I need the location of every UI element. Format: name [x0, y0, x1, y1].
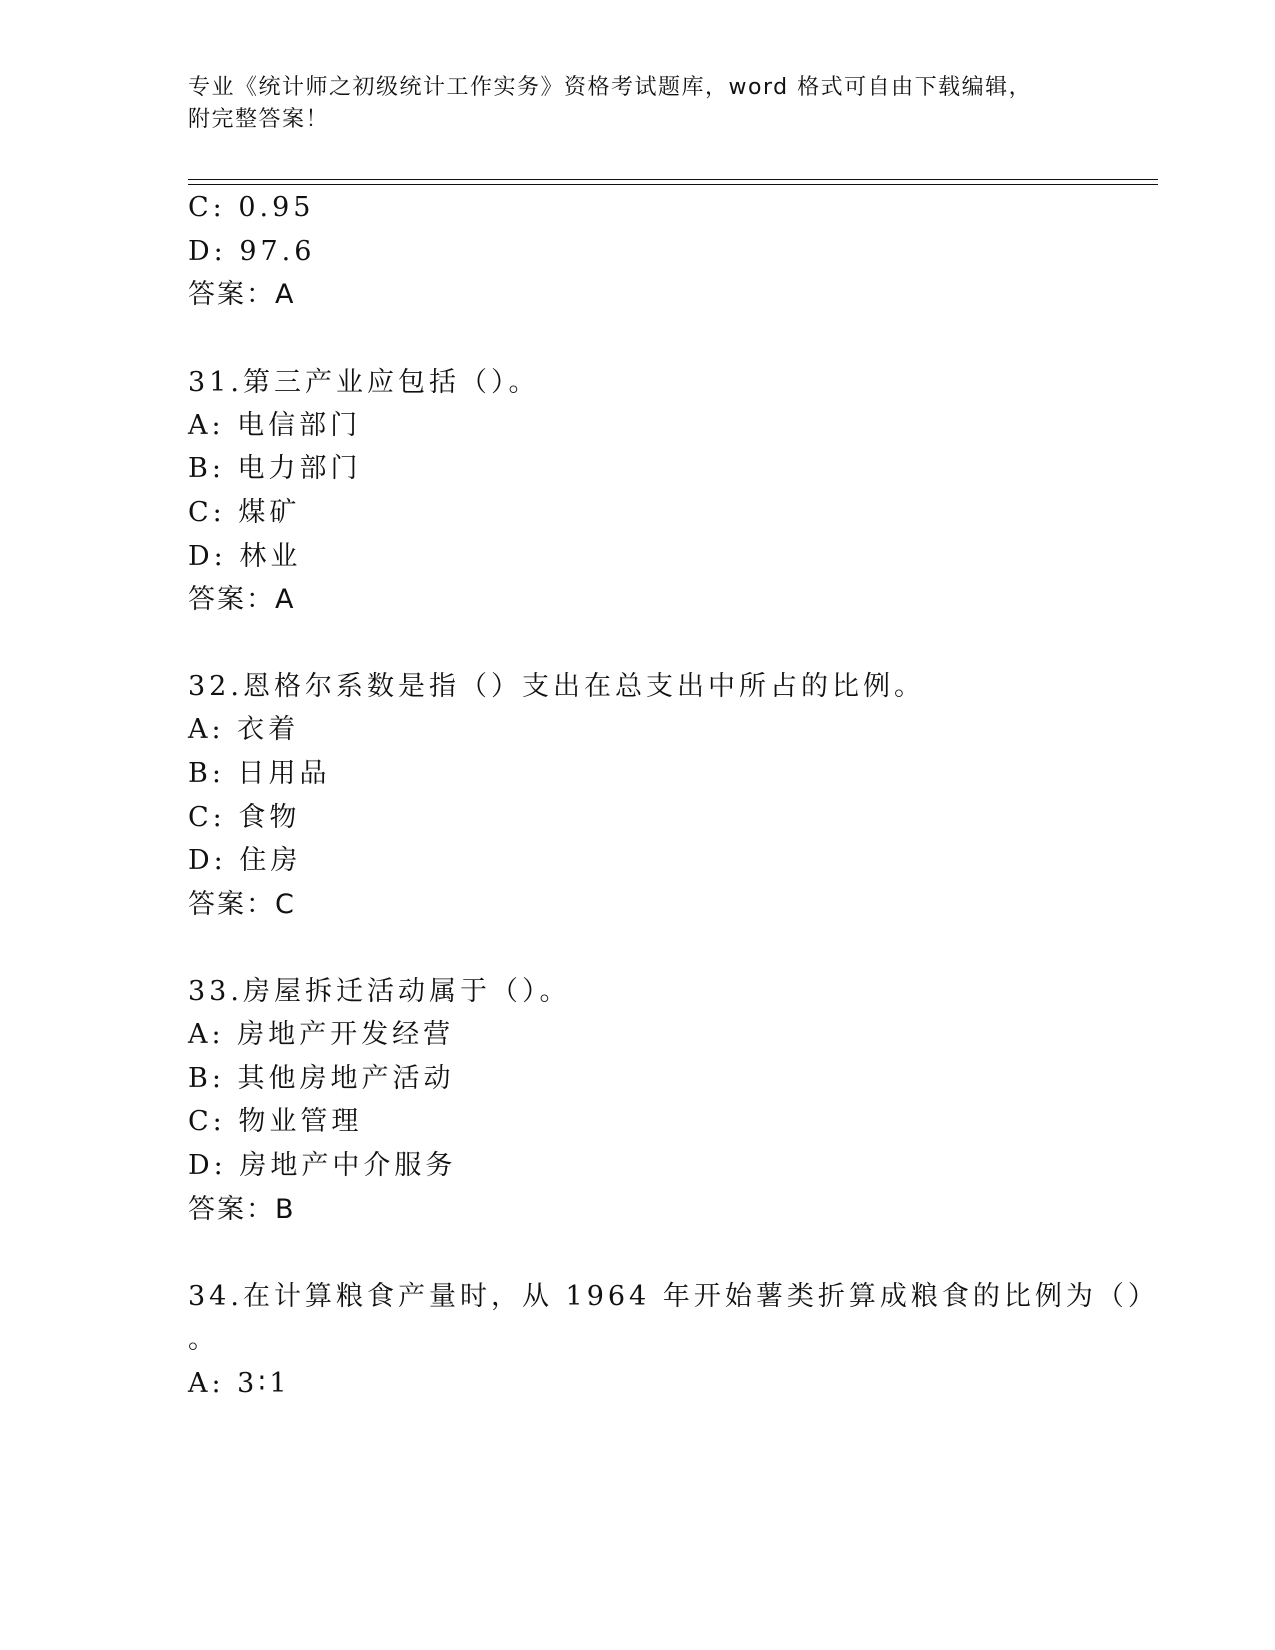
- question-32-answer: 答案：C: [188, 889, 296, 920]
- prev-option-c: C: 0.95: [188, 192, 315, 223]
- question-33-option-b: B: 其他房地产活动: [188, 1063, 455, 1094]
- question-34-stem-continued: 。: [188, 1324, 219, 1355]
- question-31-stem: 31.第三产业应包括（）。: [188, 367, 540, 398]
- question-33-option-a: A: 房地产开发经营: [188, 1019, 455, 1050]
- header-divider-top: [188, 179, 1158, 180]
- question-32-option-d: D: 住房: [188, 845, 302, 876]
- question-34-stem: 34.在计算粮食产量时，从 1964 年开始薯类折算成粮食的比例为（）: [188, 1281, 1159, 1312]
- question-31-option-a: A: 电信部门: [188, 410, 362, 441]
- question-32-option-b: B: 日用品: [188, 758, 331, 789]
- question-33-option-c: C: 物业管理: [188, 1106, 363, 1137]
- question-31-answer: 答案：A: [188, 584, 296, 615]
- header-line-1: 专业《统计师之初级统计工作实务》资格考试题库，word 格式可自由下载编辑，: [188, 75, 1033, 100]
- prev-option-d: D: 97.6: [188, 236, 316, 267]
- question-32-option-a: A: 衣着: [188, 714, 300, 745]
- header-divider-bottom: [188, 184, 1158, 185]
- question-31-option-c: C: 煤矿: [188, 497, 301, 528]
- prev-answer: 答案：A: [188, 279, 296, 310]
- question-32-stem: 32.恩格尔系数是指（）支出在总支出中所占的比例。: [188, 671, 925, 702]
- question-33-option-d: D: 房地产中介服务: [188, 1150, 457, 1181]
- question-33-answer: 答案：B: [188, 1194, 296, 1225]
- question-33-stem: 33.房屋拆迁活动属于（）。: [188, 976, 571, 1007]
- question-31-option-b: B: 电力部门: [188, 453, 362, 484]
- question-34-option-a: A: 3∶1: [188, 1368, 291, 1399]
- document-header: [188, 72, 1088, 136]
- question-31-option-d: D: 林业: [188, 541, 302, 572]
- header-line-2: 附完整答案！: [188, 107, 330, 132]
- question-32-option-c: C: 食物: [188, 802, 301, 833]
